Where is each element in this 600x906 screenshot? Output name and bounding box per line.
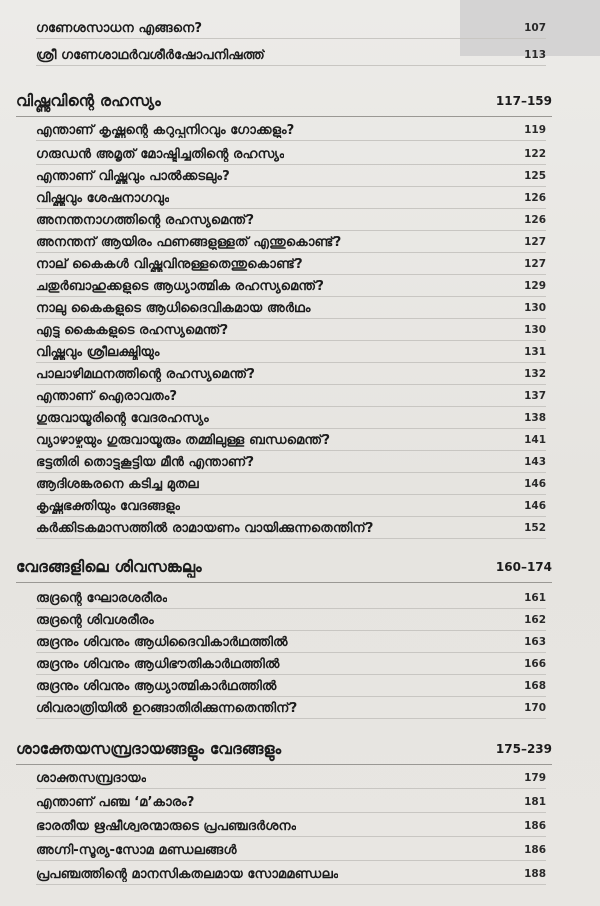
entry-page-number: 181	[524, 796, 546, 808]
section-heading[interactable]	[16, 86, 552, 117]
toc-entry[interactable]	[36, 792, 546, 813]
entry-page-number: 186	[524, 844, 546, 856]
entry-title: ചതുർബാഹുക്കളുടെ ആധ്യാത്മിക രഹസ്യമെന്ത്?	[36, 278, 324, 294]
entry-title: ഭട്ടതിരി തൊട്ടുകൂട്ടിയ മീൻ എന്താണ്?	[36, 454, 255, 470]
entry-title: ആദിശങ്കരനെ കടിച്ച മുതല	[36, 476, 199, 492]
toc-entry[interactable]	[36, 144, 546, 165]
toc-entry[interactable]	[36, 496, 546, 517]
toc-entry[interactable]	[36, 588, 546, 609]
toc-entry[interactable]	[36, 364, 546, 385]
toc-entry[interactable]	[36, 254, 546, 275]
entry-page-number: 137	[524, 390, 546, 402]
toc-entry[interactable]	[36, 45, 546, 66]
entry-page-number: 161	[524, 592, 546, 604]
entry-page-number: 113	[524, 49, 546, 61]
entry-page-number: 125	[524, 170, 546, 182]
section-page-range: 117–159	[495, 94, 552, 108]
entry-title: ശാക്തസമ്പ്രദായം	[36, 770, 147, 786]
entry-title: വിഷ്ണുവും ശ്രീലക്ഷ്മിയും	[36, 344, 160, 360]
toc-entry[interactable]	[36, 408, 546, 429]
toc-entry[interactable]	[36, 632, 546, 653]
entry-title: കൃഷ്ണഭക്തിയും വേദങ്ങളും	[36, 498, 181, 514]
entry-title: രുദ്രന്റെ ശിവശരീരം	[36, 612, 154, 628]
section-page-range: 160–174	[495, 560, 552, 574]
entry-page-number: 132	[524, 368, 546, 380]
toc-entry[interactable]	[36, 452, 546, 473]
entry-title: അനന്തന് ആയിരം ഫണങ്ങളുള്ളത് എന്തുകൊണ്ട്?	[36, 234, 342, 250]
entry-title: രുദ്രനും ശിവനും ആധിഭൗതികാർഥത്തിൽ	[36, 656, 280, 672]
entry-title: നാലു കൈകളുടെ ആധിദൈവികമായ അർഥം	[36, 300, 311, 316]
entry-title: ഗുരുവായൂരിന്റെ വേദരഹസ്യം	[36, 410, 209, 426]
entry-page-number: 166	[524, 658, 546, 670]
entry-page-number: 146	[524, 478, 546, 490]
entry-title: എട്ടു കൈകളുടെ രഹസ്യമെന്ത്?	[36, 322, 229, 338]
section-heading[interactable]	[16, 734, 552, 765]
toc-entry[interactable]	[36, 276, 546, 297]
entry-page-number: 186	[524, 820, 546, 832]
entry-title: എന്താണ് ഐരാവതം?	[36, 388, 178, 404]
toc-entry[interactable]	[36, 342, 546, 363]
entry-page-number: 141	[524, 434, 546, 446]
entry-title: അഗ്നി-സൂര്യ-സോമ മണ്ഡലങ്ങൾ	[36, 842, 237, 858]
toc-entry[interactable]	[36, 320, 546, 341]
entry-title: പാലാഴിമഥനത്തിന്റെ രഹസ്യമെന്ത്?	[36, 366, 255, 382]
section-title: ശാക്തേയസമ്പ്രദായങ്ങളും വേദങ്ങളും	[16, 739, 282, 758]
toc-entry[interactable]	[36, 474, 546, 495]
entry-title: ശിവരാത്രിയിൽ ഉറങ്ങാതിരിക്കുന്നതെന്തിന്?	[36, 700, 298, 716]
toc-entry[interactable]	[36, 676, 546, 697]
entry-title: രുദ്രനും ശിവനും ആധ്യാത്മികാർഥത്തിൽ	[36, 678, 277, 694]
entry-page-number: 126	[524, 192, 546, 204]
section-title: വിഷ്ണുവിന്റെ രഹസ്യം	[16, 91, 161, 110]
entry-page-number: 131	[524, 346, 546, 358]
entry-title: ഭാരതീയ ഋഷീശ്വരന്മാരുടെ പ്രപഞ്ചദർശനം	[36, 818, 297, 834]
toc-entry[interactable]	[36, 188, 546, 209]
section-page-range: 175–239	[495, 742, 552, 756]
toc-entry[interactable]	[36, 768, 546, 789]
toc-entry[interactable]	[36, 298, 546, 319]
toc-entry[interactable]	[36, 232, 546, 253]
entry-title: രുദ്രന്റെ ഘോരശരീരം	[36, 590, 168, 606]
entry-title: രുദ്രനും ശിവനും ആധിദൈവികാർഥത്തിൽ	[36, 634, 288, 650]
section-heading[interactable]	[16, 552, 552, 583]
entry-page-number: 143	[524, 456, 546, 468]
entry-title: എന്താണ് പഞ്ച ‘മ’കാരം?	[36, 794, 195, 810]
entry-page-number: 122	[524, 148, 546, 160]
toc-entry[interactable]	[36, 698, 546, 719]
toc-entry[interactable]	[36, 654, 546, 675]
entry-title: അനന്തനാഗത്തിന്റെ രഹസ്യമെന്ത്?	[36, 212, 255, 228]
entry-page-number: 138	[524, 412, 546, 424]
entry-page-number: 130	[524, 324, 546, 336]
entry-page-number: 152	[524, 522, 546, 534]
toc-entry[interactable]	[36, 18, 546, 39]
entry-page-number: 119	[524, 124, 546, 136]
entry-page-number: 188	[524, 868, 546, 880]
entry-page-number: 168	[524, 680, 546, 692]
toc-entry[interactable]	[36, 430, 546, 451]
toc-entry[interactable]	[36, 166, 546, 187]
entry-page-number: 146	[524, 500, 546, 512]
toc-entry[interactable]	[36, 840, 546, 861]
entry-page-number: 170	[524, 702, 546, 714]
entry-page-number: 129	[524, 280, 546, 292]
entry-title: എന്താണ് വിഷ്ണുവും പാൽക്കടലും?	[36, 168, 230, 184]
entry-title: നാല് കൈകൾ വിഷ്ണുവിനുള്ളതെന്തുകൊണ്ട്?	[36, 256, 303, 272]
entry-page-number: 162	[524, 614, 546, 626]
entry-page-number: 127	[524, 258, 546, 270]
entry-title: ഗരുഡൻ അമൃത് മോഷ്ടിച്ചതിന്റെ രഹസ്യം	[36, 146, 285, 162]
entry-page-number: 179	[524, 772, 546, 784]
toc-entry[interactable]	[36, 864, 546, 885]
toc-entry[interactable]	[36, 386, 546, 407]
entry-title: എന്താണ് കൃഷ്ണന്റെ കറുപ്പുനിറവും ഗോക്കളും?	[36, 122, 295, 138]
entry-title: വിഷ്ണുവും ശേഷനാഗവും	[36, 190, 170, 206]
toc-entry[interactable]	[36, 816, 546, 837]
entry-page-number: 107	[524, 22, 546, 34]
entry-page-number: 130	[524, 302, 546, 314]
entry-page-number: 126	[524, 214, 546, 226]
section-title: വേദങ്ങളിലെ ശിവസങ്കല്പം	[16, 557, 202, 576]
toc-entry[interactable]	[36, 610, 546, 631]
toc-entry[interactable]	[36, 518, 546, 539]
entry-title: ശ്രീ ഗണേശാഥർവശീർഷോപനിഷത്ത്	[36, 47, 266, 63]
entry-title: കർക്കിടകമാസത്തിൽ രാമായണം വായിക്കുന്നതെന്തിന്?	[36, 520, 374, 536]
entry-title: ഗണേശസാധന എങ്ങനെ?	[36, 20, 203, 36]
entry-page-number: 163	[524, 636, 546, 648]
entry-page-number: 127	[524, 236, 546, 248]
entry-title: പ്രപഞ്ചത്തിന്റെ മാനസികതലമായ സോമമണ്ഡലം	[36, 866, 339, 882]
toc-entry[interactable]	[36, 210, 546, 231]
entry-title: വ്യാഴാഴ്ചയും ഗുരുവായൂരും തമ്മിലുള്ള ബന്ധമെന്ത്?	[36, 432, 330, 448]
toc-entry[interactable]	[36, 120, 546, 141]
